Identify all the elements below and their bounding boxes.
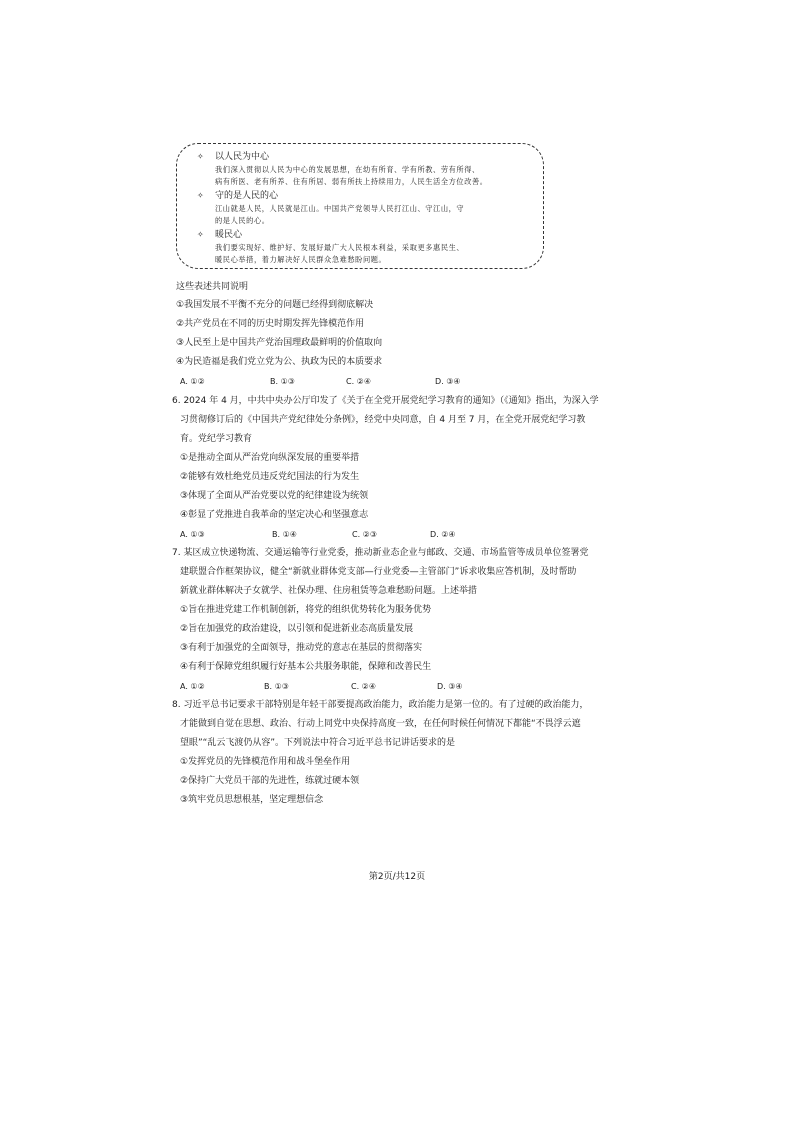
question-8-stem-line: 8. 习近平总书记要求干部特别是年轻干部要提高政治能力，政治能力是第一位的。有了过硬的政治能力， — [172, 700, 589, 710]
option-d[interactable]: D. ③④ — [437, 682, 463, 691]
option-c[interactable]: C. ②③ — [352, 530, 378, 539]
choice-2: ②能够有效杜绝党员违反党纪国法的行为发生 — [180, 472, 360, 482]
choice-1: ①我国发展不平衡不充分的问题已经得到彻底解决 — [176, 300, 374, 310]
info-box — [176, 143, 544, 269]
option-a[interactable]: A. ①② — [180, 377, 205, 386]
choice-2: ②旨在加强党的政治建设，以引领和促进新业态高质量发展 — [180, 624, 414, 634]
box-item-title: 守的是人民的心 — [215, 191, 279, 201]
choice-1: ①旨在推进党建工作机制创新，将党的组织优势转化为服务优势 — [180, 605, 432, 615]
box-item-text: 我们要实现好、维护好、发展好最广大人民根本利益，采取更多惠民生、 暖民心举措，着力解决好人民群众急难愁盼问题。 — [215, 243, 465, 264]
choice-4: ④有利于保障党组织履行好基本公共服务职能，保障和改善民生 — [180, 662, 432, 672]
box-item — [197, 150, 531, 188]
choice-2: ②共产党员在不同的历史时期发挥先锋模范作用 — [176, 319, 365, 329]
box-item — [197, 189, 531, 227]
question-8-stem-line: 才能做到自觉在思想、政治、行动上同党中央保持高度一致，在任何时候任何情况下都能“不畏浮云遮 — [180, 719, 581, 729]
choice-4: ④为民造福是我们党立党为公、执政为民的本质要求 — [176, 357, 383, 367]
question-6-stem-line: 6. 2024 年 4 月，中共中央办公厅印发了《关于在全党开展党纪学习教育的通知》（《通知》指出，为深入学 — [172, 396, 599, 406]
option-b[interactable]: B. ①③ — [264, 682, 289, 691]
option-a[interactable]: A. ①③ — [180, 530, 205, 539]
option-d[interactable]: D. ②④ — [430, 530, 456, 539]
choice-3: ③有利于加强党的全面领导，推动党的意志在基层的贯彻落实 — [180, 643, 423, 653]
box-item-text: 江山就是人民，人民就是江山。中国共产党领导人民打江山、守江山，守 的是人民的心。 — [215, 204, 465, 225]
question-6-stem-line: 习贯彻修订后的《中国共产党纪律处分条例》，经党中央同意，自 4 月至 7 月，在全党开展党纪学习教 — [180, 415, 586, 425]
option-c[interactable]: C. ②④ — [351, 682, 377, 691]
question-7-stem-line: 新就业群体解决子女就学、社保办理、住房租赁等急难愁盼问题。上述举措 — [180, 586, 478, 596]
box-item-text: 我们深入贯彻以人民为中心的发展思想，在幼有所育、学有所教、劳有所得、 病有所医、老有所养、住有所居、弱有所扶上持续用力，人民生活全方位改善。 — [215, 165, 488, 186]
choice-3: ③体现了全面从严治党要以党的纪律建设为统领 — [180, 491, 369, 501]
box-item-title: 暖民心 — [215, 230, 243, 240]
choice-2: ②保持广大党员干部的先进性，练就过硬本领 — [180, 776, 360, 786]
question-6-stem-line: 育。党纪学习教育 — [180, 434, 253, 444]
diamond-icon: ✧ — [197, 152, 204, 161]
question-8-stem-line: 望眼”“乱云飞渡仍从容”。下列说法中符合习近平总书记讲话要求的是 — [180, 738, 455, 748]
diamond-icon: ✧ — [197, 230, 204, 239]
choice-1: ①是推动全面从严治党向纵深发展的重要举措 — [180, 453, 360, 463]
page-number: 第2页/共12页 — [368, 872, 426, 882]
box-item-title: 以人民为中心 — [215, 152, 270, 162]
option-d[interactable]: D. ③④ — [435, 377, 461, 386]
diamond-icon: ✧ — [197, 191, 204, 200]
box-item — [197, 228, 531, 266]
choice-4: ④彰显了党推进自我革命的坚定决心和坚强意志 — [180, 510, 369, 520]
option-a[interactable]: A. ①② — [180, 682, 205, 691]
question-7-stem-line: 7. 某区成立快递物流、交通运输等行业党委，推动新业态企业与邮政、交通、市场监管等成员单位签署党 — [172, 548, 589, 558]
choice-1: ①发挥党员的先锋模范作用和战斗堡垒作用 — [180, 757, 351, 767]
choice-3: ③筑牢党员思想根基，坚定理想信念 — [180, 795, 324, 805]
option-b[interactable]: B. ①③ — [270, 377, 295, 386]
choice-3: ③人民至上是中国共产党治国理政最鲜明的价值取向 — [176, 338, 383, 348]
question-7-stem-line: 建联盟合作框架协议，健全“新就业群体党支部—行业党委—主管部门”诉求收集应答机制，及时帮助 — [180, 567, 577, 577]
option-c[interactable]: C. ②④ — [346, 377, 372, 386]
option-b[interactable]: B. ①④ — [272, 530, 297, 539]
question-stem: 这些表述共同说明 — [176, 282, 249, 292]
